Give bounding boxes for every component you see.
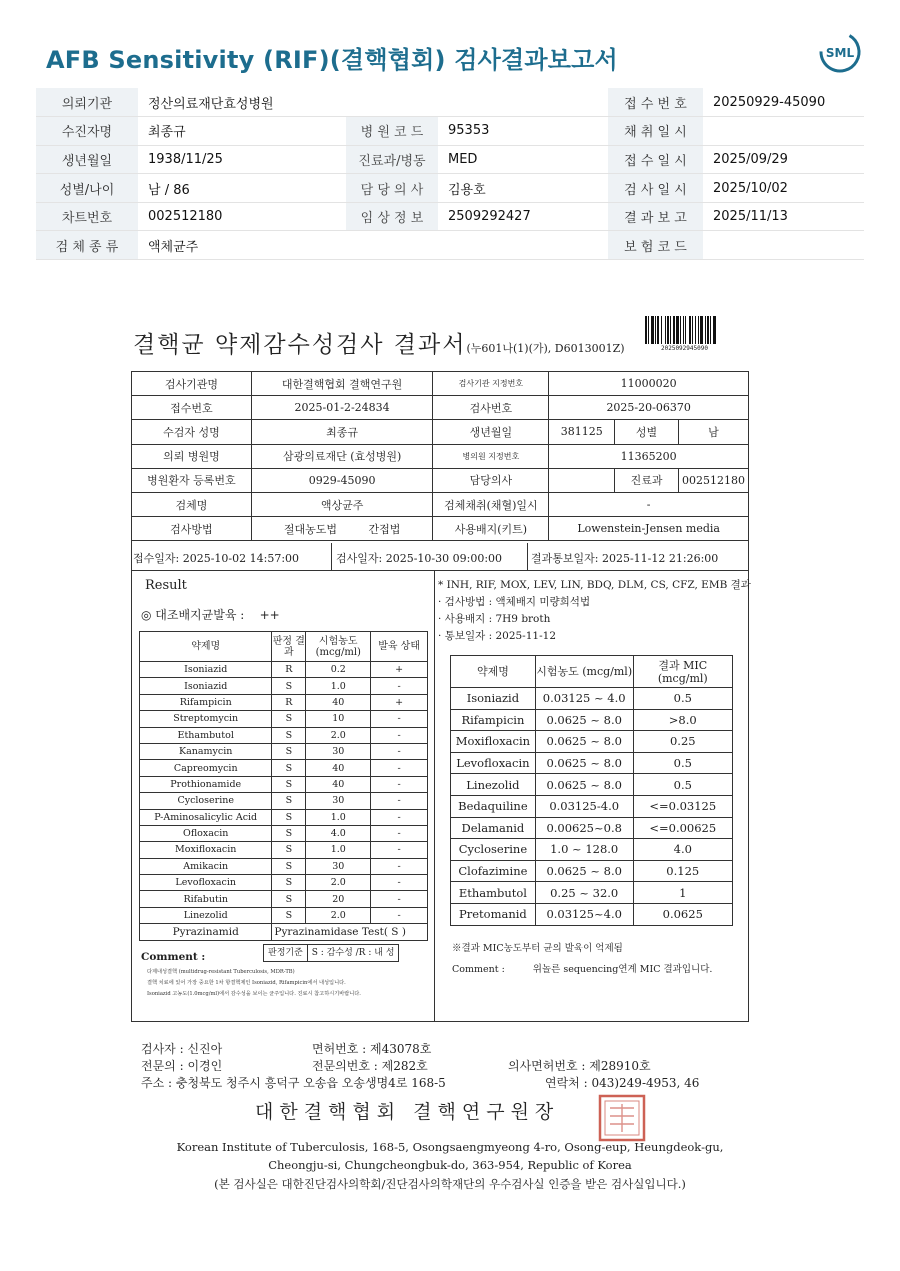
info-row	[36, 145, 864, 174]
solid-media-results-table	[139, 631, 428, 941]
patient-label: 수검자 성명	[132, 420, 252, 444]
info-value: 2025/11/13	[703, 202, 864, 231]
column-divider	[434, 571, 435, 1021]
table-cell: 0.2	[306, 662, 371, 678]
info-label: 결 과 보 고	[608, 202, 703, 231]
table-row	[140, 727, 428, 743]
barcode-bar	[700, 316, 703, 344]
table-cell: -	[371, 858, 428, 874]
table-cell: S	[272, 678, 306, 694]
barcode-number: 2025092945090	[661, 345, 708, 352]
method-label: 검사방법	[132, 517, 252, 541]
info-label: 진료과/병동	[346, 145, 438, 174]
table-cell: Clofazimine	[451, 860, 536, 882]
hospital-value: 삼광의료재단 (효성병원)	[251, 444, 433, 468]
barcode-bar	[648, 316, 649, 344]
table-cell: Cycloserine	[451, 839, 536, 861]
mdr-comment: 다제내성결핵 (multidrug-resistant Tuberculosis, MDR-TB) 결핵 치료에 있어 가장 중요한 1차 항결핵제인 Isoniazid, Rifampicin에서 내성입니다. Isoniazid 고농도(1.0mcg/ml)에서 감수성을 보이는 균주입니다. 진료시 참고하시기바랍니다.	[147, 969, 361, 997]
info-value: 정산의료재단효성병원	[138, 88, 346, 117]
table-row	[140, 858, 428, 874]
info-label	[346, 88, 438, 117]
sex-label: 성별	[615, 420, 679, 444]
specimen-label: 검체명	[132, 492, 252, 516]
table-cell: Linezolid	[451, 774, 536, 796]
mic-notes: * INH, RIF, MOX, LEV, LIN, BDQ, DLM, CS, CFZ, EMB 결과 · 검사방법 : 액체배지 미량희석법 · 사용배지 : 7H9 broth · 통보일자 : 2025-11-12	[438, 579, 751, 642]
info-label: 접 수 일 시	[608, 145, 703, 174]
table-cell: Isoniazid	[140, 662, 272, 678]
info-value: 최종규	[138, 117, 346, 146]
info-row	[36, 231, 864, 260]
info-row	[36, 174, 864, 203]
table-cell: 0.25	[633, 731, 732, 753]
dob-value: 381125	[549, 420, 615, 444]
table-row	[451, 752, 733, 774]
pyrazinamide-row	[140, 924, 428, 941]
table-row	[140, 891, 428, 907]
table-cell: 0.0625 ~ 8.0	[535, 709, 633, 731]
doctor-license-no: 의사면허번호 : 제28910호	[508, 1059, 651, 1073]
barcode-bar	[667, 316, 669, 344]
table-cell: 0.5	[633, 774, 732, 796]
table-cell: 2.0	[306, 875, 371, 891]
table-cell: 20	[306, 891, 371, 907]
table-row	[140, 793, 428, 809]
control-growth: ◎ 대조배지균발육 : ++	[141, 608, 280, 622]
info-value	[438, 88, 608, 117]
tester: 검사자 : 신진아	[141, 1042, 223, 1056]
table-cell: 0.0625 ~ 8.0	[535, 752, 633, 774]
barcode-bar	[698, 316, 699, 344]
table-cell: 0.5	[633, 752, 732, 774]
table-cell: 0.0625	[633, 903, 732, 925]
kit-value: Lowenstein-Jensen media	[549, 517, 749, 541]
table-cell: -	[371, 793, 428, 809]
info-label: 담 당 의 사	[346, 174, 438, 203]
left-comment-label: Comment :	[141, 951, 206, 963]
table-cell: -	[371, 743, 428, 759]
table-cell: Rifampicin	[140, 694, 272, 710]
column-header: 약제명	[140, 632, 272, 662]
barcode-icon	[645, 316, 741, 344]
table-cell: 30	[306, 743, 371, 759]
dept-label: 진료과	[615, 468, 679, 492]
license-no: 면허번호 : 제43078호	[312, 1042, 432, 1056]
info-value: 2025/09/29	[703, 145, 864, 174]
barcode-bar	[685, 316, 686, 344]
table-cell: Ofloxacin	[140, 825, 272, 841]
certification-note: (본 검사실은 대한진단검사의학회/진단검사의학재단의 우수검사실 인증을 받은 검사실입니다.)	[214, 1177, 686, 1191]
hospital-label: 의뢰 병원명	[132, 444, 252, 468]
table-cell: 40	[306, 760, 371, 776]
info-value: MED	[438, 145, 608, 174]
info-label: 보 험 코 드	[608, 231, 703, 260]
table-cell: Cycloserine	[140, 793, 272, 809]
table-cell: S	[272, 776, 306, 792]
barcode-bar	[713, 316, 716, 344]
table-cell: -	[371, 776, 428, 792]
report-title: AFB Sensitivity (RIF)(결핵협회) 검사결과보고서	[46, 46, 618, 74]
barcode-bar	[651, 316, 654, 344]
table-cell: 4.0	[306, 825, 371, 841]
table-cell: +	[371, 694, 428, 710]
table-cell: >8.0	[633, 709, 732, 731]
info-label: 차트번호	[36, 202, 138, 231]
table-row	[140, 694, 428, 710]
table-row	[140, 842, 428, 858]
table-cell: 10	[306, 711, 371, 727]
table-cell: Moxifloxacin	[140, 842, 272, 858]
info-value: 1938/11/25	[138, 145, 346, 174]
inst-label: 검사기관명	[132, 372, 252, 396]
received-date: 접수일자: 2025-10-02 14:57:00	[133, 552, 300, 565]
table-row	[140, 875, 428, 891]
table-cell: Linezolid	[140, 907, 272, 923]
info-label: 접 수 번 호	[608, 88, 703, 117]
column-header: 약제명	[451, 656, 536, 688]
table-cell: S	[272, 711, 306, 727]
patient-value: 최종규	[251, 420, 433, 444]
table-cell: Rifabutin	[140, 891, 272, 907]
table-cell: 4.0	[633, 839, 732, 861]
doctor-value	[549, 468, 615, 492]
specialist-no: 전문의번호 : 제282호	[312, 1059, 428, 1073]
reg-value: 0929-45090	[251, 468, 433, 492]
table-cell: 0.25 ~ 32.0	[535, 882, 633, 904]
pza-value: Pyrazinamidase Test( S )	[272, 924, 428, 941]
column-header: 시험농도 (mcg/ml)	[306, 632, 371, 662]
table-row	[451, 839, 733, 861]
table-cell: Streptomycin	[140, 711, 272, 727]
table-cell: Amikacin	[140, 858, 272, 874]
table-cell: S	[272, 743, 306, 759]
table-cell: 0.03125-4.0	[535, 795, 633, 817]
table-cell: +	[371, 662, 428, 678]
specimen-value: 액상균주	[251, 492, 433, 516]
info-label: 검 체 종 류	[36, 231, 138, 260]
hosp-code-value: 11365200	[549, 444, 749, 468]
column-header: 판정 결과	[272, 632, 306, 662]
info-value: 95353	[438, 117, 608, 146]
column-header: 시험농도 (mcg/ml)	[535, 656, 633, 688]
barcode-bar	[705, 316, 706, 344]
table-cell: 40	[306, 694, 371, 710]
address: 주소 : 충청북도 청주시 흥덕구 오송읍 오송생명4로 168-5	[141, 1076, 446, 1090]
table-cell: S	[272, 793, 306, 809]
table-cell: 30	[306, 793, 371, 809]
mic-results-table	[450, 655, 733, 926]
table-cell: Isoniazid	[451, 688, 536, 710]
contact: 연락처 : 043)249-4953, 46	[545, 1076, 700, 1090]
info-label	[346, 231, 438, 260]
receipt-value: 2025-01-2-24834	[251, 396, 433, 420]
table-cell: -	[371, 711, 428, 727]
table-cell: S	[272, 809, 306, 825]
table-cell: P-Aminosalicylic Acid	[140, 809, 272, 825]
table-cell: 40	[306, 776, 371, 792]
info-value: 김용호	[438, 174, 608, 203]
table-cell: R	[272, 694, 306, 710]
table-cell: 0.03125~4.0	[535, 903, 633, 925]
table-cell: -	[371, 875, 428, 891]
info-value: 20250929-45090	[703, 88, 864, 117]
table-cell: Moxifloxacin	[451, 731, 536, 753]
table-cell: Bedaquiline	[451, 795, 536, 817]
table-cell: -	[371, 842, 428, 858]
certificate-title: 결핵균 약제감수성검사 결과서(누601나(1)(가), D6013001Z)	[133, 332, 625, 358]
table-cell: S	[272, 858, 306, 874]
barcode-bar	[665, 316, 666, 344]
dob-label: 생년월일	[433, 420, 549, 444]
sml-logo-icon	[818, 30, 862, 74]
column-header: 결과 MIC (mcg/ml)	[633, 656, 732, 688]
table-row	[451, 774, 733, 796]
table-cell: Isoniazid	[140, 678, 272, 694]
eng-address-1: Korean Institute of Tuberculosis, 168-5, Osongsaengmyeong 4-ro, Osong-eup, Heungdeok-gu,	[176, 1140, 724, 1154]
info-value: 2025/10/02	[703, 174, 864, 203]
table-row	[140, 760, 428, 776]
specialist: 전문의 : 이경인	[141, 1059, 223, 1073]
table-cell: 0.0625 ~ 8.0	[535, 860, 633, 882]
table-cell: S	[272, 891, 306, 907]
logo-text: SML	[825, 46, 855, 60]
table-cell: -	[371, 891, 428, 907]
info-value	[703, 117, 864, 146]
table-cell: Levofloxacin	[140, 875, 272, 891]
info-row	[36, 202, 864, 231]
table-cell: 0.5	[633, 688, 732, 710]
table-cell: Prothionamide	[140, 776, 272, 792]
right-comment: Comment : 위놀른 sequencing연계 MIC 결과입니다.	[452, 964, 713, 975]
info-row	[36, 88, 864, 117]
table-cell: S	[272, 842, 306, 858]
barcode-bar	[676, 316, 679, 344]
info-value: 2509292427	[438, 202, 608, 231]
info-label: 병 원 코 드	[346, 117, 438, 146]
table-cell: Ethambutol	[140, 727, 272, 743]
barcode-bar	[689, 316, 691, 344]
info-value: 액체균주	[138, 231, 346, 260]
table-row	[140, 907, 428, 923]
reg-label: 병원환자 등록번호	[132, 468, 252, 492]
table-cell: Kanamycin	[140, 743, 272, 759]
table-cell: S	[272, 825, 306, 841]
info-label: 성별/나이	[36, 174, 138, 203]
table-cell: <=0.00625	[633, 817, 732, 839]
tested-date: 검사일자: 2025-10-30 09:00:00	[336, 552, 503, 565]
hosp-code-label: 병의원 지정번호	[433, 444, 549, 468]
table-row	[451, 882, 733, 904]
table-row	[451, 709, 733, 731]
barcode-bar	[695, 316, 696, 344]
table-cell: 1.0	[306, 809, 371, 825]
table-row	[451, 817, 733, 839]
table-cell: 0.00625~0.8	[535, 817, 633, 839]
table-cell: S	[272, 727, 306, 743]
barcode-bar	[661, 316, 662, 344]
table-cell: 1.0	[306, 678, 371, 694]
column-header: 발육 상태	[371, 632, 428, 662]
table-row	[451, 688, 733, 710]
table-cell: Capreomycin	[140, 760, 272, 776]
table-cell: Delamanid	[451, 817, 536, 839]
receipt-label: 접수번호	[132, 396, 252, 420]
info-value: 남 / 86	[138, 174, 346, 203]
doctor-label: 담당의사	[433, 468, 549, 492]
barcode-bar	[657, 316, 659, 344]
table-cell: Pretomanid	[451, 903, 536, 925]
method-value: 절대농도법 간접법	[251, 517, 433, 541]
table-cell: 1	[633, 882, 732, 904]
table-row	[140, 678, 428, 694]
dept-value: 002512180	[678, 468, 748, 492]
result-label: Result	[145, 578, 187, 593]
info-label: 검 사 일 시	[608, 174, 703, 203]
date-bar	[131, 543, 749, 571]
certificate-code: (누601나(1)(가), D6013001Z)	[466, 342, 625, 355]
table-cell: 0.03125 ~ 4.0	[535, 688, 633, 710]
table-row	[140, 809, 428, 825]
org-name: 대한결핵협회 결핵연구원장	[255, 1101, 560, 1123]
info-label: 의뢰기관	[36, 88, 138, 117]
inst-value: 대한결핵협회 결핵연구원	[251, 372, 433, 396]
barcode-bar	[670, 316, 671, 344]
barcode-bar	[673, 316, 675, 344]
table-row	[140, 743, 428, 759]
barcode-bar	[707, 316, 709, 344]
barcode-bar	[655, 316, 656, 344]
table-cell: Rifampicin	[451, 709, 536, 731]
criteria-box: 판정기준 S : 감수성 /R : 내 성	[263, 944, 399, 962]
table-cell: R	[272, 662, 306, 678]
table-row	[451, 731, 733, 753]
table-row	[140, 825, 428, 841]
info-value	[703, 231, 864, 260]
barcode-bar	[710, 316, 711, 344]
table-cell: S	[272, 875, 306, 891]
table-cell: <=0.03125	[633, 795, 732, 817]
table-cell: S	[272, 907, 306, 923]
table-row	[140, 711, 428, 727]
table-cell: -	[371, 907, 428, 923]
info-label: 임 상 정 보	[346, 202, 438, 231]
test-no-value: 2025-20-06370	[549, 396, 749, 420]
table-cell: -	[371, 825, 428, 841]
table-row	[451, 860, 733, 882]
info-value: 002512180	[138, 202, 346, 231]
eng-address-2: Cheongju-si, Chungcheongbuk-do, 363-954, Republic of Korea	[268, 1158, 632, 1172]
patient-info-table	[36, 88, 864, 260]
table-cell: 30	[306, 858, 371, 874]
barcode-bar	[683, 316, 684, 344]
table-cell: Levofloxacin	[451, 752, 536, 774]
notified-date: 결과통보일자: 2025-11-12 21:26:00	[531, 552, 719, 565]
table-cell: 1.0 ~ 128.0	[535, 839, 633, 861]
table-row	[451, 903, 733, 925]
info-row	[36, 117, 864, 146]
barcode-bar	[645, 316, 647, 344]
sex-value: 남	[678, 420, 748, 444]
barcode-bar	[680, 316, 681, 344]
table-cell: -	[371, 727, 428, 743]
table-cell: Ethambutol	[451, 882, 536, 904]
table-cell: -	[371, 678, 428, 694]
certificate-header-table	[131, 371, 749, 541]
info-value	[438, 231, 608, 260]
test-no-label: 검사번호	[433, 396, 549, 420]
collect-value: -	[549, 492, 749, 516]
designated-label: 검사기관 지정번호	[433, 372, 549, 396]
table-cell: 2.0	[306, 907, 371, 923]
table-cell: 0.0625 ~ 8.0	[535, 774, 633, 796]
table-cell: -	[371, 809, 428, 825]
table-row	[140, 776, 428, 792]
table-row	[451, 795, 733, 817]
info-label: 채 취 일 시	[608, 117, 703, 146]
mic-footnote: ※결과 MIC농도부터 균의 발육이 억제됨	[452, 943, 623, 954]
info-label: 수진자명	[36, 117, 138, 146]
barcode-bar	[692, 316, 693, 344]
pza-label: Pyrazinamid	[140, 924, 272, 941]
table-cell: 1.0	[306, 842, 371, 858]
collect-label: 검체채취(채혈)일시	[433, 492, 549, 516]
table-row	[140, 662, 428, 678]
designated-value: 11000020	[549, 372, 749, 396]
kit-label: 사용배지(키트)	[433, 517, 549, 541]
table-cell: 2.0	[306, 727, 371, 743]
table-cell: -	[371, 760, 428, 776]
table-cell: S	[272, 760, 306, 776]
info-label: 생년월일	[36, 145, 138, 174]
table-cell: 0.0625 ~ 8.0	[535, 731, 633, 753]
table-cell: 0.125	[633, 860, 732, 882]
official-seal-icon	[598, 1094, 646, 1142]
